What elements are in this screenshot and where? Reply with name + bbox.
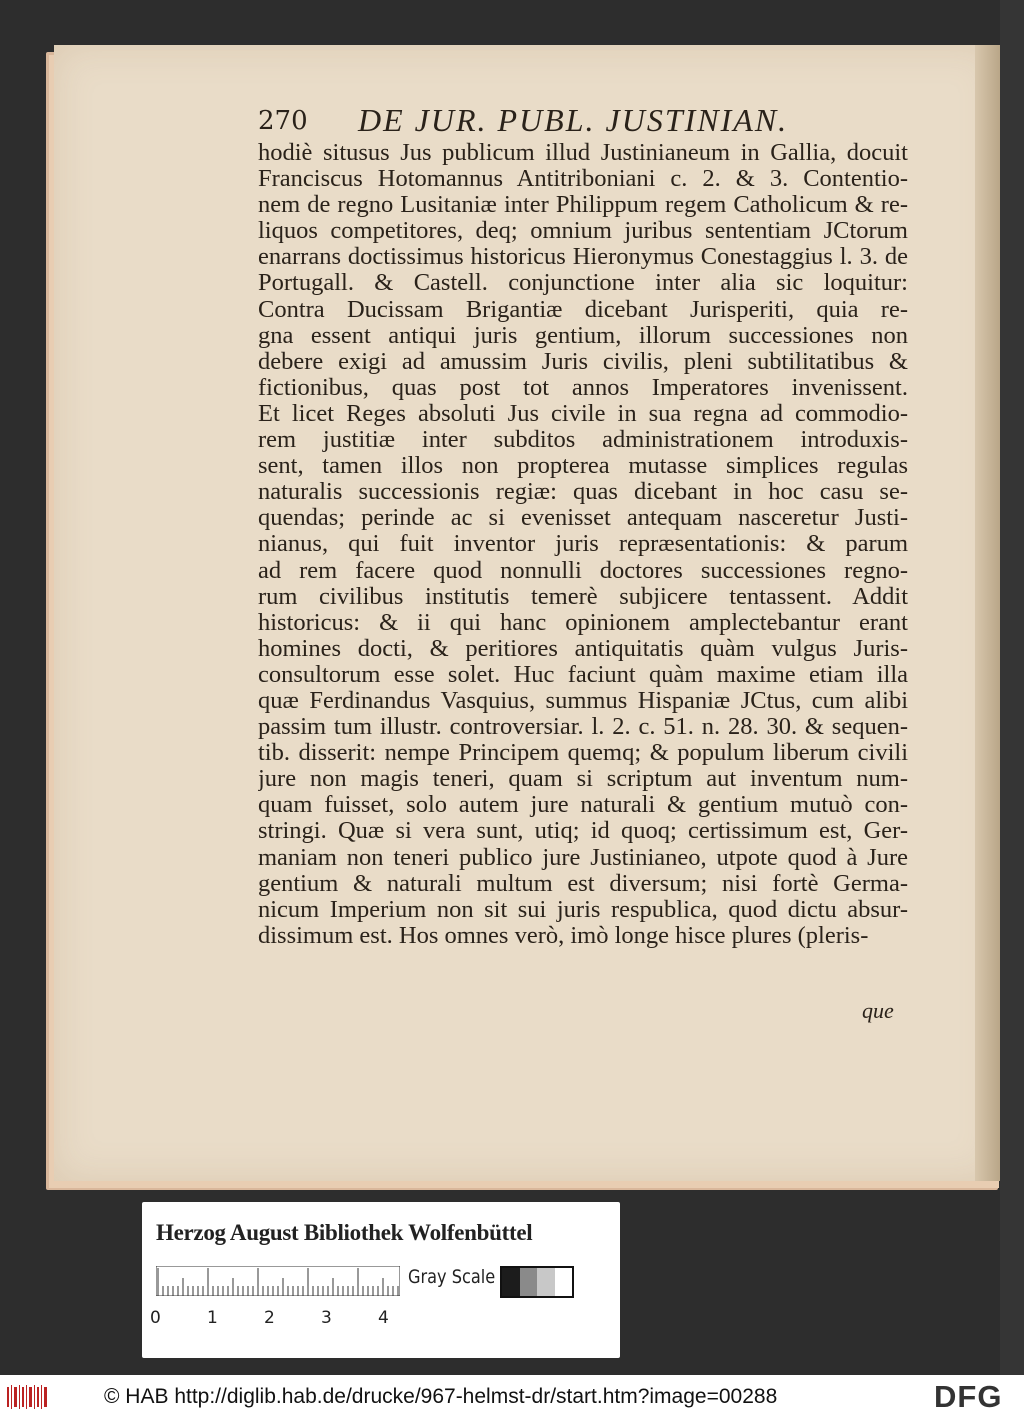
ruler-labels — [150, 1308, 410, 1330]
text-line: naturalis successionis regiæ: quas dicebant in hoc casu se- — [258, 479, 908, 506]
text-line: gentium & naturali multum est diversum; nisi fortè Germa- — [258, 870, 908, 897]
text-line: debere exigi ad amussim Juris civilis, pleni subtilitatibus & — [258, 348, 908, 375]
library-color-card — [142, 1202, 620, 1358]
barcode-icon — [6, 1383, 48, 1411]
gray-scale-bar — [500, 1266, 574, 1298]
text-line: hodiè situsus Jus publicum illud Justinianeum in Gallia, docuit — [258, 140, 908, 166]
catchword: que — [862, 998, 894, 1023]
text-line: Contra Ducissam Brigantiæ dicebant Jurisperiti, quia re- — [258, 296, 908, 323]
ruler-label: 4 — [378, 1308, 389, 1328]
running-head: DE JUR. PUBL. JUSTINIAN. — [358, 102, 789, 138]
text-line: rum civilibus institutis temerè subjicere tentassent. Addit — [258, 583, 908, 610]
page-header — [258, 102, 898, 142]
text-line: rem justitiæ inter subditos administrationem introduxis- — [258, 427, 908, 454]
text-line: quendas; perinde ac si evenisset antequam nasceretur Justi- — [258, 505, 908, 532]
text-line: nianus, qui fuit inventor juris repræsentationis: & parum — [258, 531, 908, 558]
page-gutter — [975, 45, 1000, 1181]
gray-swatch — [555, 1268, 573, 1296]
text-line: Et licet Reges absoluti Jus civile in sua regna ad commodio- — [258, 400, 908, 427]
viewer-footer — [0, 1375, 1024, 1419]
ruler-label: 0 — [150, 1308, 161, 1328]
text-line: enarrans doctissimus historicus Hieronymus Conestaggius l. 3. de — [258, 244, 908, 271]
gray-swatch — [537, 1268, 555, 1296]
text-line: dissimum est. Hos omnes verò, imò longe hisce plures (pleris- — [258, 922, 869, 949]
text-line: Franciscus Hotomannus Antitriboniani c. 2. & 3. Contentio- — [258, 166, 908, 193]
text-line: homines docti, & peritiores antiquitatis quàm vulgus Juris- — [258, 635, 908, 662]
copyright-link[interactable]: © HAB http://diglib.hab.de/drucke/967-helmst-dr/start.htm?image=00288 — [104, 1385, 778, 1408]
text-line: passim tum illustr. controversiar. l. 2. c. 51. n. 28. 30. & sequen- — [258, 714, 908, 741]
gray-swatch — [502, 1268, 520, 1296]
text-line: gna essent antiqui juris gentium, illorum successiones non — [258, 322, 908, 349]
text-line: nicum Imperium non sit sui juris respublica, quod dictu absur- — [258, 896, 908, 923]
text-line: fictionibus, quas post tot annos Imperatores invenissent. — [258, 374, 908, 401]
text-line: nem de regno Lusitaniæ inter Philippum regem Catholicum & re- — [258, 192, 908, 219]
gray-swatch — [520, 1268, 538, 1296]
page-number: 270 — [258, 106, 308, 136]
ruler-scale — [156, 1266, 400, 1296]
text-line: Portugall. & Castell. conjunctione inter alia sic loquitur: — [258, 270, 908, 297]
text-line: quæ Ferdinandus Vasquius, summus Hispaniæ JCtus, cum alibi — [258, 687, 908, 714]
ruler-label: 2 — [264, 1308, 275, 1328]
text-line: liquos competitores, deq; omnium juribus sententiam JCtorum — [258, 218, 908, 245]
text-line: ad rem facere quod nonnulli doctores successiones regno- — [258, 557, 908, 584]
ruler-label: 3 — [321, 1308, 332, 1328]
text-line: quam fuisset, solo autem jure naturali & gentium mutuò con- — [258, 792, 908, 819]
library-name: Herzog August Bibliothek Wolfenbüttel — [156, 1220, 533, 1245]
text-line: maniam non teneri publico jure Justinianeo, utpote quod à Jure — [258, 844, 908, 871]
gray-scale-label: Gray Scale — [408, 1266, 496, 1288]
text-line: tib. disserit: nempe Principem quemq; & populum liberum civili — [258, 740, 908, 767]
text-line: historicus: & ii qui hanc opinionem amplectebantur erant — [258, 609, 908, 636]
dfg-logo: DFG — [934, 1379, 1003, 1414]
page-body-text — [258, 140, 908, 949]
text-line: stringi. Quæ si vera sunt, utiq; id quoq; certissimum est, Ger- — [258, 818, 908, 845]
text-line: consultorum esse solet. Huc faciunt quàm maxime etiam illa — [258, 661, 908, 688]
text-line: jure non magis teneri, quam si scriptum aut inventum num- — [258, 766, 908, 793]
ruler-label: 1 — [207, 1308, 218, 1328]
scan-backdrop-strip — [1000, 0, 1024, 1375]
text-line: sent, tamen illos non propterea mutasse simplices regulas — [258, 453, 908, 480]
